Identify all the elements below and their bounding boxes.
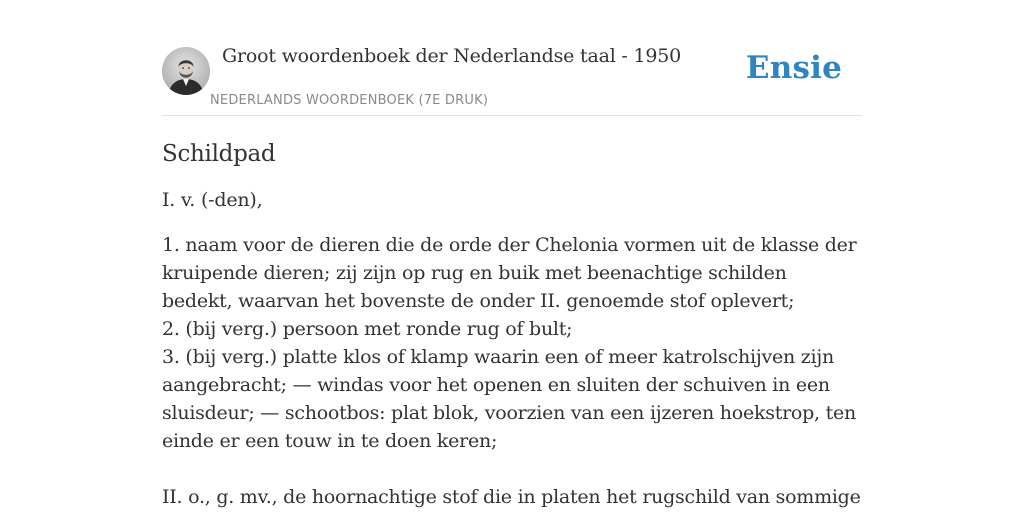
section-two: II. o., g. mv., de hoornachtige stof die in platen het rugschild van sommige	[162, 486, 861, 508]
book-title[interactable]: Groot woordenboek der Nederlandse taal - 1950	[222, 45, 682, 67]
sense-3: 3. (bij verg.) platte klos of klamp waarin een of meer katrolschijven zijn aangebracht; — windas voor het openen en sluiten der schuiven in een sluisdeur; — schootbos: plat blok, voorzien van een ijzeren hoekstrop, ten einde er een touw in te doen keren;	[162, 346, 856, 452]
book-subtitle[interactable]: NEDERLANDS WOORDENBOEK (7E DRUK)	[210, 93, 489, 108]
portrait-image	[162, 47, 210, 95]
grammar-info: I. v. (-den),	[162, 189, 263, 211]
sense-2: 2. (bij verg.) persoon met ronde rug of bult;	[162, 318, 573, 340]
author-avatar	[162, 47, 210, 95]
entry-content	[162, 138, 862, 511]
entry-title: Schildpad	[162, 141, 276, 167]
book-header	[162, 40, 862, 116]
paragraph-gap	[162, 455, 862, 483]
sense-1: 1. naam voor de dieren die de orde der Chelonia vormen uit de klasse der kruipende dieren; zij zijn op rug en buik met beenachtige schilden bedekt, waarvan het bovenste de onder II. genoemde stof oplevert;	[162, 234, 857, 312]
ensie-logo-link[interactable]: Ensie	[745, 50, 842, 86]
definition-body	[162, 231, 862, 511]
